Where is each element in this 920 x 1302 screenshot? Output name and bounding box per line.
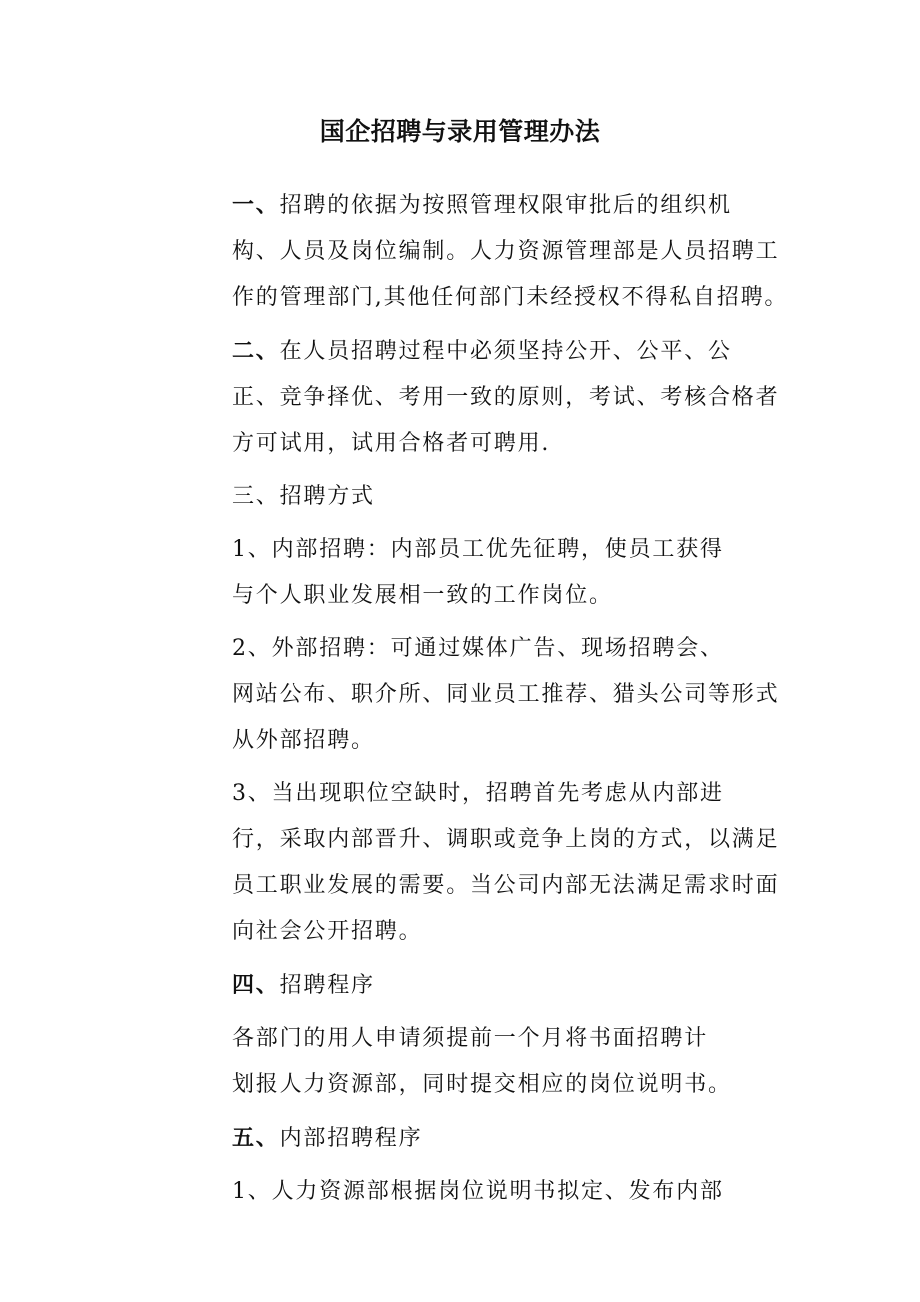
paragraph-line: 3、当出现职位空缺时，招聘首先考虑从内部进 (232, 781, 724, 806)
paragraph-2-recruitment-principles (184, 328, 780, 467)
section-3-heading (184, 474, 744, 520)
heading-line: 四、招聘程序 (232, 972, 375, 998)
paragraph-internal-procedure-step-1 (184, 1169, 744, 1215)
paragraph-line: 构、人员及岗位编制。人力资源管理部是人员招聘工 (232, 239, 780, 264)
section-number: 五、 (232, 1125, 280, 1151)
paragraph-line: 一、招聘的依据为按照管理权限审批后的组织机 (232, 192, 732, 218)
paragraph-line: 2、外部招聘：可通过媒体广告、现场招聘会、 (232, 636, 724, 661)
paragraph-line: 1、人力资源部根据岗位说明书拟定、发布内部 (232, 1179, 724, 1204)
document-title: 国企招聘与录用管理办法 (319, 117, 601, 146)
section-5-heading (184, 1115, 744, 1162)
paragraph-line: 向社会公开招聘。 (232, 919, 423, 944)
paragraph-line: 方可试用，试用合格者可聘用. (232, 431, 551, 456)
paragraph-line: 行，采取内部晋升、调职或竞争上岗的方式，以满足 (232, 827, 780, 852)
paragraph-line: 网站公布、职介所、同业员工推荐、猎头公司等形式 (232, 682, 780, 707)
paragraph-line: 各部门的用人申请须提前一个月将书面招聘计 (232, 1026, 709, 1051)
paragraph-line: 与个人职业发展相一致的工作岗位。 (232, 583, 613, 608)
paragraph-line: 正、竞争择优、考用一致的原则，考试、考核合格者 (232, 385, 780, 410)
heading-line: 三、招聘方式 (232, 484, 375, 509)
heading-line: 五、内部招聘程序 (232, 1125, 423, 1151)
paragraph-external-recruitment (184, 626, 780, 764)
paragraph-line: 员工职业发展的需要。当公司内部无法满足需求时面 (232, 873, 780, 898)
paragraph-line: 划报人力资源部，同时提交相应的岗位说明书。 (232, 1072, 732, 1097)
paragraph-line: 从外部招聘。 (232, 728, 375, 753)
document-body (184, 182, 789, 1222)
section-number: 一、 (232, 192, 280, 218)
section-4-heading (184, 962, 744, 1009)
section-number: 四、 (232, 972, 280, 998)
paragraph-1-recruitment-basis (184, 182, 789, 321)
paragraph-line: 作的管理部门,其他任何部门未经授权不得私自招聘。 (232, 285, 789, 310)
paragraph-internal-recruitment (184, 527, 744, 619)
paragraph-vacancy-policy (184, 771, 780, 955)
section-number: 二、 (232, 338, 280, 364)
paragraph-line: 二、在人员招聘过程中必须坚持公开、公平、公 (232, 338, 732, 364)
paragraph-line: 1、内部招聘：内部员工优先征聘，使员工获得 (232, 537, 724, 562)
paragraph-department-application (184, 1016, 744, 1108)
